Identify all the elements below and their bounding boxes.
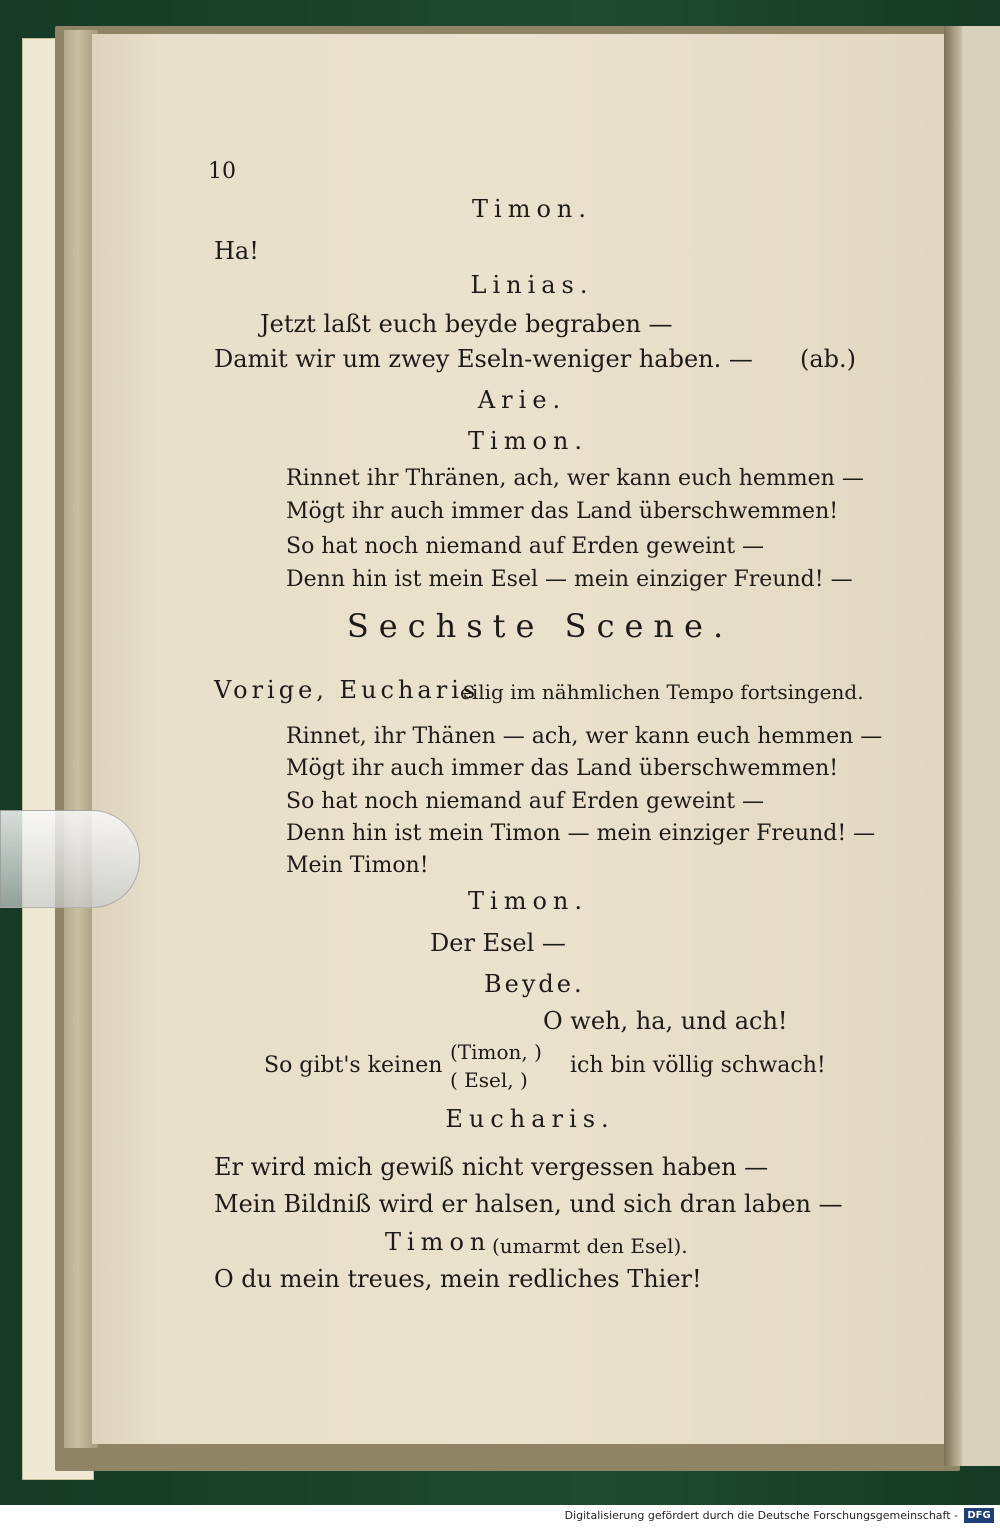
text-line: Der Esel — [430,929,566,957]
speaker-heading: Linias. [470,271,594,299]
verse-line: Rinnet, ihr Thänen — ach, wer kann euch hemmen — [286,724,883,749]
verse-line: Mein Timon! [286,853,429,878]
text-line: Mein Bildniß wird er halsen, und sich dran laben — [214,1190,843,1218]
speaker-heading: Timon. [472,195,592,223]
text-line: O du mein treues, mein redliches Thier! [214,1265,702,1293]
verse-line: Denn hin ist mein Timon — mein einziger Freund! — [286,821,876,846]
gutter-shadow [944,26,962,1466]
speaker-heading: Timon. [468,427,588,455]
verse-line: ich bin völlig schwach! [570,1053,826,1078]
text-line: Ha! [214,237,259,265]
verse-line: So gibt's keinen [264,1053,443,1078]
verse-line: Denn hin ist mein Esel — mein einziger Freund! — [286,567,853,592]
speaker-heading: Timon. [468,887,588,915]
page-number: 10 [208,159,236,184]
stage-direction: eilig im nähmlichen Tempo fortsingend. [460,680,864,704]
speaker-heading: Beyde. [484,970,585,998]
page-clip [0,810,140,908]
stage-direction: (ab.) [800,345,857,373]
digitization-credit: Digitalisierung gefördert durch die Deutsche Forschungsgemeinschaft - [564,1509,958,1522]
text-line: Damit wir um zwey Eseln-weniger haben. — [214,345,753,373]
brace-bottom: ( Esel, ) [450,1068,528,1092]
cast-line: Vorige, Eucharis [214,676,480,704]
verse-line: O weh, ha, und ach! [543,1007,788,1035]
speaker-heading: Eucharis. [445,1105,615,1133]
text-line: Er wird mich gewiß nicht vergessen haben — [214,1153,769,1181]
next-page-edge [962,26,1000,1466]
verse-line: Rinnet ihr Thränen, ach, wer kann euch hemmen — [286,466,864,491]
verse-line: Mögt ihr auch immer das Land überschwemmen! [286,756,839,781]
verse-line: So hat noch niemand auf Erden geweint — [286,534,765,559]
text-line: Jetzt laßt euch beyde begraben — [260,310,673,338]
verse-line: Mögt ihr auch immer das Land überschwemmen! [286,499,839,524]
dfg-logo-icon: DFG [964,1508,994,1523]
section-heading: Arie. [477,386,567,414]
verse-line: So hat noch niemand auf Erden geweint — [286,789,765,814]
speaker-heading: Timon [385,1228,492,1256]
brace-top: (Timon, ) [450,1040,542,1064]
stage-direction: (umarmt den Esel). [492,1234,688,1258]
scene-heading: Sechste Scene. [346,607,734,645]
